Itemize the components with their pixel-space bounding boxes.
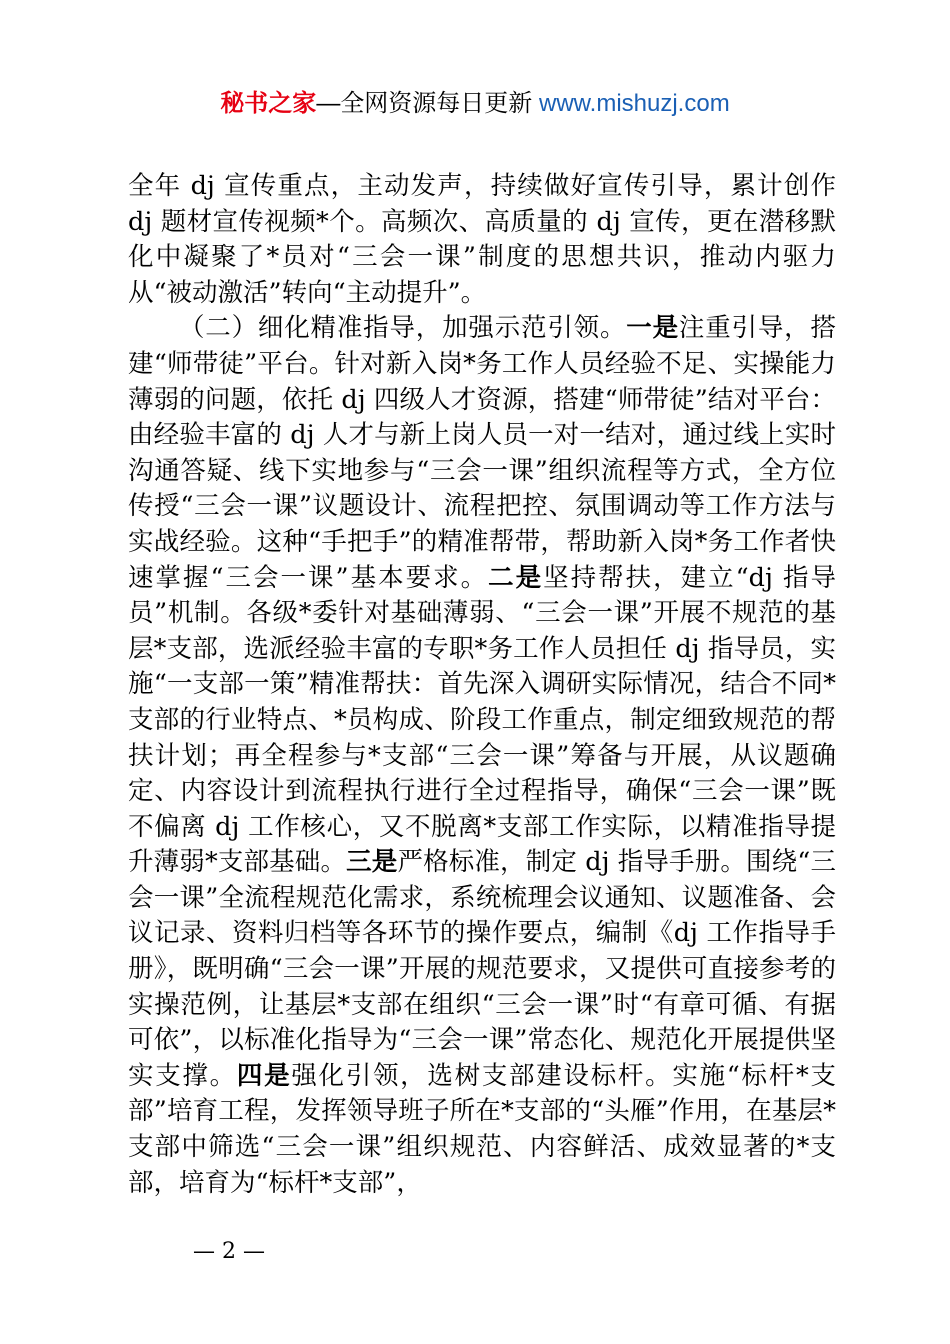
- page-number: — 2 —: [193, 1239, 265, 1264]
- site-url-link[interactable]: www.mishuzj.com: [538, 90, 730, 117]
- paragraph-text: 坚持帮扶，建立“dj 指导员”机制。各级*委针对基础薄弱、“三会一课”开展不规范的基层*支部，选派经验丰富的专职*务工作人员担任 dj 指导员，实施“一支部一策”精准帮扶：首先深入调研实际情况，结合不同*支部的行业特点、*员构成、阶段工作重点，制定细致规范的帮扶计划；再全程参与*支部“三会一课”筹备与开展，从议题确定、内容设计到流程执行进行全过程指导，确保“三会一课”既不偏离 dj 工作核心，又不脱离*支部工作实际，以精准指导提升薄弱*支部基础。: [128, 562, 836, 878]
- point-marker-3: 三是: [346, 847, 398, 878]
- paragraph-2: [128, 311, 836, 1201]
- brand-name: 秘书之家: [220, 90, 317, 117]
- header-tagline: —全网资源每日更新: [316, 90, 533, 117]
- point-marker-1: 一是: [626, 313, 679, 344]
- paragraph-text: 注重引导，搭建“师带徒”平台。针对新入岗*务工作人员经验不足、实操能力薄弱的问题，依托 dj 四级人才资源，搭建“师带徒”结对平台：由经验丰富的 dj 人才与新上岗人员一对一结对，通过线上实时沟通答疑、线下实地参与“三会一课”组织流程等方式，全方位传授“三会一课”议题设计、流程把控、氛围调动等工作方法与实战经验。这种“手把手”的精准帮带，帮助新入岗*务工作者快速掌握“三会一课”基本要求。: [128, 313, 836, 593]
- paragraph-1: [128, 169, 836, 311]
- point-marker-4: 四是: [236, 1060, 292, 1091]
- section-heading: （二）细化精准指导，加强示范引领。: [179, 313, 627, 344]
- site-header: [0, 88, 950, 120]
- point-marker-2: 二是: [488, 562, 544, 593]
- paragraph-text: 严格标准，制定 dj 指导手册。围绕“三会一课”全流程规范化需求，系统梳理会议通知、议题准备、会议记录、资料归档等各环节的操作要点，编制《dj 工作指导手册》，既明确“三会一课”开展的规范要求，又提供可直接参考的实操范例，让基层*支部在组织“三会一课”时“有章可循、有据可依”，以标准化指导为“三会一课”常态化、规范化开展提供坚实支撑。: [128, 847, 836, 1091]
- paragraph-text: 全年 dj 宣传重点，主动发声，持续做好宣传引导，累计创作 dj 题材宣传视频*个。高频次、高质量的 dj 宣传，更在潜移默化中凝聚了*员对“三会一课”制度的思想共识，推动内驱力从“被动激活”转向“主动提升”。: [128, 171, 836, 308]
- paragraph-text: 强化引领，选树支部建设标杆。实施“标杆*支部”培育工程，发挥领导班子所在*支部的“头雁”作用，在基层*支部中筛选“三会一课”组织规范、内容鲜活、成效显著的*支部，培育为“标杆*支部”，: [128, 1060, 836, 1198]
- document-body: [128, 169, 836, 1201]
